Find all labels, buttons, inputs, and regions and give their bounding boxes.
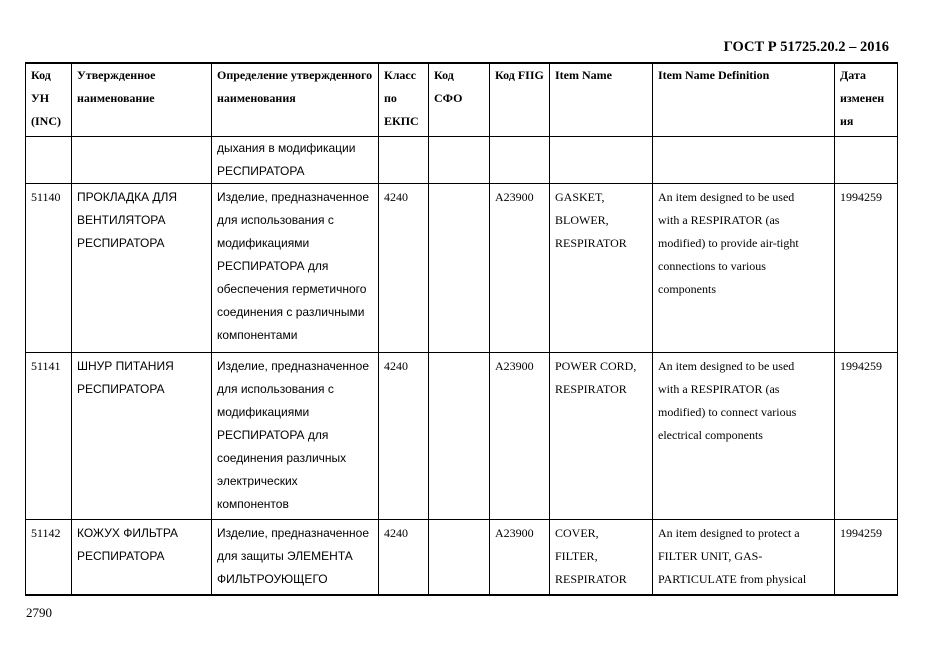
cell-class: 4240 bbox=[379, 520, 429, 596]
table-header-row bbox=[26, 63, 898, 137]
col-header-class: Класс по ЕКПС bbox=[379, 63, 429, 137]
cell-item-definition: An item designed to be used with a RESPIRATOR (as modified) to connect various electrical components bbox=[653, 353, 835, 520]
cell-definition: Изделие, предназначенное для защиты ЭЛЕМЕНТА ФИЛЬТРОУЮЩЕГО bbox=[212, 520, 379, 596]
table-row bbox=[26, 184, 898, 353]
cell-approved-name: КОЖУХ ФИЛЬТРА РЕСПИРАТОРА bbox=[72, 520, 212, 596]
cell-item-name: GASKET, BLOWER, RESPIRATOR bbox=[550, 184, 653, 353]
col-header-date: Дата изменен ия bbox=[835, 63, 898, 137]
col-header-item-definition: Item Name Definition bbox=[653, 63, 835, 137]
cell-approved-name: ПРОКЛАДКА ДЛЯ ВЕНТИЛЯТОРА РЕСПИРАТОРА bbox=[72, 184, 212, 353]
cell-approved-name: ШНУР ПИТАНИЯ РЕСПИРАТОРА bbox=[72, 353, 212, 520]
cell-class: 4240 bbox=[379, 353, 429, 520]
table-row bbox=[26, 353, 898, 520]
cell-inc: 51142 bbox=[26, 520, 72, 596]
col-header-approved-name: Утвержденное наименование bbox=[72, 63, 212, 137]
cell-date: 1994259 bbox=[835, 353, 898, 520]
cell-sfo bbox=[429, 353, 490, 520]
document-header: ГОСТ Р 51725.20.2 – 2016 bbox=[723, 39, 889, 55]
cell-fiig: A23900 bbox=[490, 184, 550, 353]
cell-sfo bbox=[429, 520, 490, 596]
cell-date: 1994259 bbox=[835, 184, 898, 353]
cell-item-definition: An item designed to be used with a RESPIRATOR (as modified) to provide air-tight connections to various components bbox=[653, 184, 835, 353]
table-row-continuation bbox=[26, 137, 898, 184]
cell-item-name: POWER CORD, RESPIRATOR bbox=[550, 353, 653, 520]
col-header-fiig: Код FIIG bbox=[490, 63, 550, 137]
classification-table bbox=[25, 62, 898, 596]
cell-definition: дыхания в модификации РЕСПИРАТОРА bbox=[212, 137, 379, 184]
cell-definition: Изделие, предназначенное для использования с модификациями РЕСПИРАТОРА для обеспечения герметичного соединения с различными компонентами bbox=[212, 184, 379, 353]
cell-fiig: A23900 bbox=[490, 520, 550, 596]
col-header-item-name: Item Name bbox=[550, 63, 653, 137]
cell-class: 4240 bbox=[379, 184, 429, 353]
col-header-definition: Определение утвержденного наименования bbox=[212, 63, 379, 137]
page-number: 2790 bbox=[26, 605, 52, 620]
cell-inc: 51141 bbox=[26, 353, 72, 520]
cell-inc: 51140 bbox=[26, 184, 72, 353]
cell-date: 1994259 bbox=[835, 520, 898, 596]
cell-item-definition: An item designed to protect a FILTER UNIT, GAS- PARTICULATE from physical bbox=[653, 520, 835, 596]
cell-fiig: A23900 bbox=[490, 353, 550, 520]
table-row bbox=[26, 520, 898, 596]
col-header-inc: Код УН (INC) bbox=[26, 63, 72, 137]
cell-item-name: COVER, FILTER, RESPIRATOR bbox=[550, 520, 653, 596]
cell-definition: Изделие, предназначенное для использования с модификациями РЕСПИРАТОРА для соединения различных электрических компонентов bbox=[212, 353, 379, 520]
col-header-sfo: Код СФО bbox=[429, 63, 490, 137]
cell-sfo bbox=[429, 184, 490, 353]
